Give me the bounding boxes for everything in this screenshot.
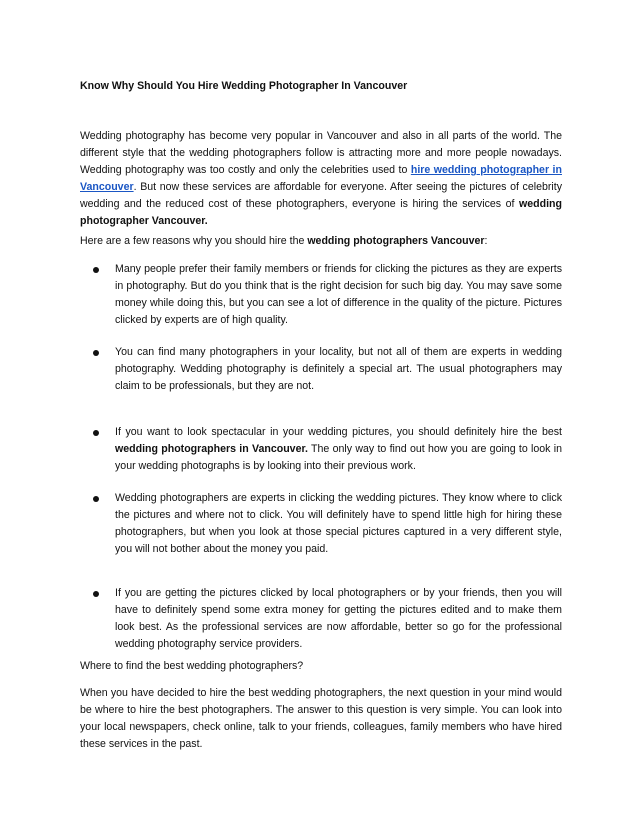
intro-bold: wedding photographer Vancouver. — [80, 198, 562, 227]
document-title: Know Why Should You Hire Wedding Photographer In Vancouver — [80, 80, 408, 92]
bullet-item-2: You can find many photographers in your locality, but not all of them are experts in wedding photography. Wedding photography is definitely a special art. The usual photographers may claim to be professionals, but they are not. — [115, 346, 562, 392]
bullet-3-text-2: The only way to find out how you are going to look in your wedding photographs is by looking into their previous work. — [115, 443, 562, 472]
reasons-intro-text-2: : — [484, 235, 488, 247]
bullet-3-text-1: If you want to look spectacular in your wedding pictures, you should definitely hire the best — [115, 426, 562, 438]
reasons-intro-text-1: Here are a few reasons why you should hire the — [80, 235, 308, 247]
closing-paragraph: When you have decided to hire the best wedding photographers, the next question in your mind would be where to hire the best photographers. The answer to this question is very simple. You can look into your local newspapers, check online, talk to your friends, colleagues, family members who have hired these services in the past. — [80, 687, 562, 750]
bullet-item-1: Many people prefer their family members or friends for clicking the pictures as they are experts in photography. But do you think that is the right decision for such big day. You may save some money while doing this, but you can see a lot of difference in the quality of the picture. Pictures clicked by experts are of high quality. — [115, 263, 562, 326]
intro-text-2: . But now these services are affordable for everyone. After seeing the pictures of celebrity wedding and the reduced cost of these photographers, everyone is hiring the services of — [80, 181, 562, 210]
bullet-dot — [93, 496, 99, 502]
bullet-item-5: If you are getting the pictures clicked by local photographers or by your friends, then you will have to definitely spend some extra money for getting the pictures edited and to make them look best. As the professional services are now affordable, better so go for the professional wedding photography service providers. — [115, 587, 562, 650]
bullet-dot — [93, 350, 99, 356]
reasons-intro-bold: wedding photographers Vancouver — [307, 235, 485, 247]
bullet-dot — [93, 591, 99, 597]
wedding-photographer-link[interactable]: hire wedding photographer in Vancouver — [80, 164, 562, 193]
reasons-intro — [80, 233, 562, 250]
where-heading: Where to find the best wedding photographers? — [80, 660, 304, 672]
intro-paragraph — [80, 128, 562, 230]
bullet-dot — [93, 430, 99, 436]
bullet-item-3 — [115, 424, 562, 475]
bullet-item-4: Wedding photographers are experts in clicking the wedding pictures. They know where to click the pictures and where not to click. You will definitely have to spend little high for hiring these photographers, but when you look at those special pictures captured in a very different style, you will not bother about the money you paid. — [115, 492, 562, 555]
intro-text-1: Wedding photography has become very popular in Vancouver and also in all parts of the world. The different style that the wedding photographers follow is attracting more and more people nowadays. Wedding photography was too costly and only the celebrities used to — [80, 130, 562, 176]
bullet-3-bold: wedding photographers in Vancouver. — [115, 443, 308, 455]
bullet-dot — [93, 267, 99, 273]
